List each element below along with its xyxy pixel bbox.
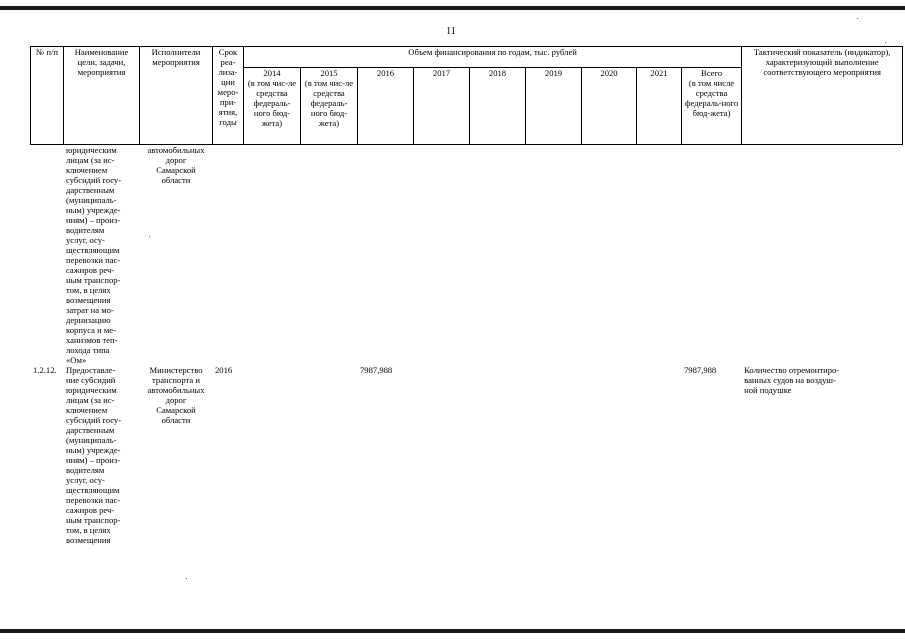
text-line: ществляющим [66,485,120,495]
text-line: дернизацию [66,315,111,325]
text-line: автомобильных [147,145,205,155]
text-line: юридическим [66,145,117,155]
text-line: услуг, осу- [66,475,105,485]
header-year-2018: 2018 [470,68,526,145]
text-line: ние субсидий [66,375,116,385]
text-line: ключением [66,405,108,415]
row-num [31,145,64,366]
text-line: Предоставле- [66,365,116,375]
text-line: ханизмов теп- [66,335,118,345]
header-year-2017: 2017 [414,68,470,145]
text-line: ниям) – произ- [66,455,121,465]
row-indicator [742,145,903,366]
text-line: области [161,175,191,185]
text-line: сажиров реч- [66,505,115,515]
text-line: сажиров реч- [66,265,115,275]
text-line: перевозки пас- [66,495,121,505]
header-num: № п/п [31,47,64,145]
text-line: лицам (за ис- [66,395,115,405]
financing-table [30,46,903,545]
text-line: ществляющим [66,245,120,255]
text-line: возмещения [66,535,111,545]
header-executors: Исполнители мероприятия [140,47,213,145]
row-term [213,145,244,366]
row-total: 7987,988 [684,365,717,375]
scan-speck [149,236,150,237]
row-executors [140,145,213,366]
text-line: Количество отремонтиро- [744,365,840,375]
text-line: ванных судов на воздуш- [744,375,836,385]
header-total: Всего (в том числе средства федераль-ного бюд-жета) [682,68,742,145]
header-year-2019: 2019 [526,68,582,145]
text-line: дорог [165,155,187,165]
text-line: Самарской [156,165,196,175]
text-line: юридическим [66,385,117,395]
row-term: 2016 [215,365,233,375]
text-line: ключением [66,165,108,175]
scan-speck [857,18,858,19]
text-line: ным) учрежде- [66,205,121,215]
text-line: ным транспор- [66,515,121,525]
bottom-rule [0,629,905,633]
header-indicator: Тактический показатель (индикатор), характеризующий выполнение соответствующего мероприятия [742,47,903,145]
row-total [682,145,742,366]
text-line: ным транспор- [66,275,121,285]
text-line: субсидий госу- [66,175,122,185]
header-year-2014: 2014 (в том чис-ле средства федераль-ного бюд-жета) [244,68,301,145]
text-line: ной подушке [744,385,792,395]
row-value-2016 [358,145,414,366]
page-number: 11 [446,26,456,37]
text-line: возмещения [66,295,111,305]
text-line: (муниципаль- [66,195,117,205]
top-rule [0,6,905,10]
row-num: 1.2.12. [33,365,57,375]
text-line: (муниципаль- [66,435,117,445]
text-line: Самарской [156,405,196,415]
text-line: дарственным [66,185,115,195]
text-line: водителям [66,225,105,235]
text-line: дарственным [66,425,115,435]
header-year-2021: 2021 [637,68,682,145]
text-line: лицам (за ис- [66,155,115,165]
header-name: Наименование цели, задачи, мероприятия [64,47,140,145]
text-line: транспорта и [152,375,200,385]
scan-speck [885,42,886,43]
header-year-2015: 2015 (в том чис-ле средства федераль-ного бюд-жета) [301,68,358,145]
row-name [64,145,140,366]
row-value-2016: 7987,988 [360,365,393,375]
table-row [31,365,903,545]
row-indicator [742,365,903,545]
text-line: Министерство [149,365,203,375]
text-line: области [161,415,191,425]
text-line: ным) учрежде- [66,445,121,455]
text-line: дорог [165,395,187,405]
text-line: водителям [66,465,105,475]
text-line: ниям) – произ- [66,215,121,225]
text-line: услуг, осу- [66,235,105,245]
text-line: том, в целях [66,285,111,295]
header-year-2020: 2020 [582,68,637,145]
text-line: том, в целях [66,525,111,535]
text-line: перевозки пас- [66,255,121,265]
text-line: корпуса и ме- [66,325,116,335]
text-line: лохода типа [66,345,110,355]
row-name [64,365,140,545]
header-financing: Объем финансирования по годам, тыс. рублей [244,47,742,68]
header-year-2016: 2016 [358,68,414,145]
scan-speck [186,578,187,579]
table-row [31,145,903,366]
text-line: субсидий госу- [66,415,122,425]
text-line: «Ом» [66,355,87,365]
text-line: автомобильных [147,385,205,395]
text-line: затрат на мо- [66,305,114,315]
row-executors [140,365,213,545]
header-term: Срок реа-лиза-ции меро-при-ятия, годы [213,47,244,145]
